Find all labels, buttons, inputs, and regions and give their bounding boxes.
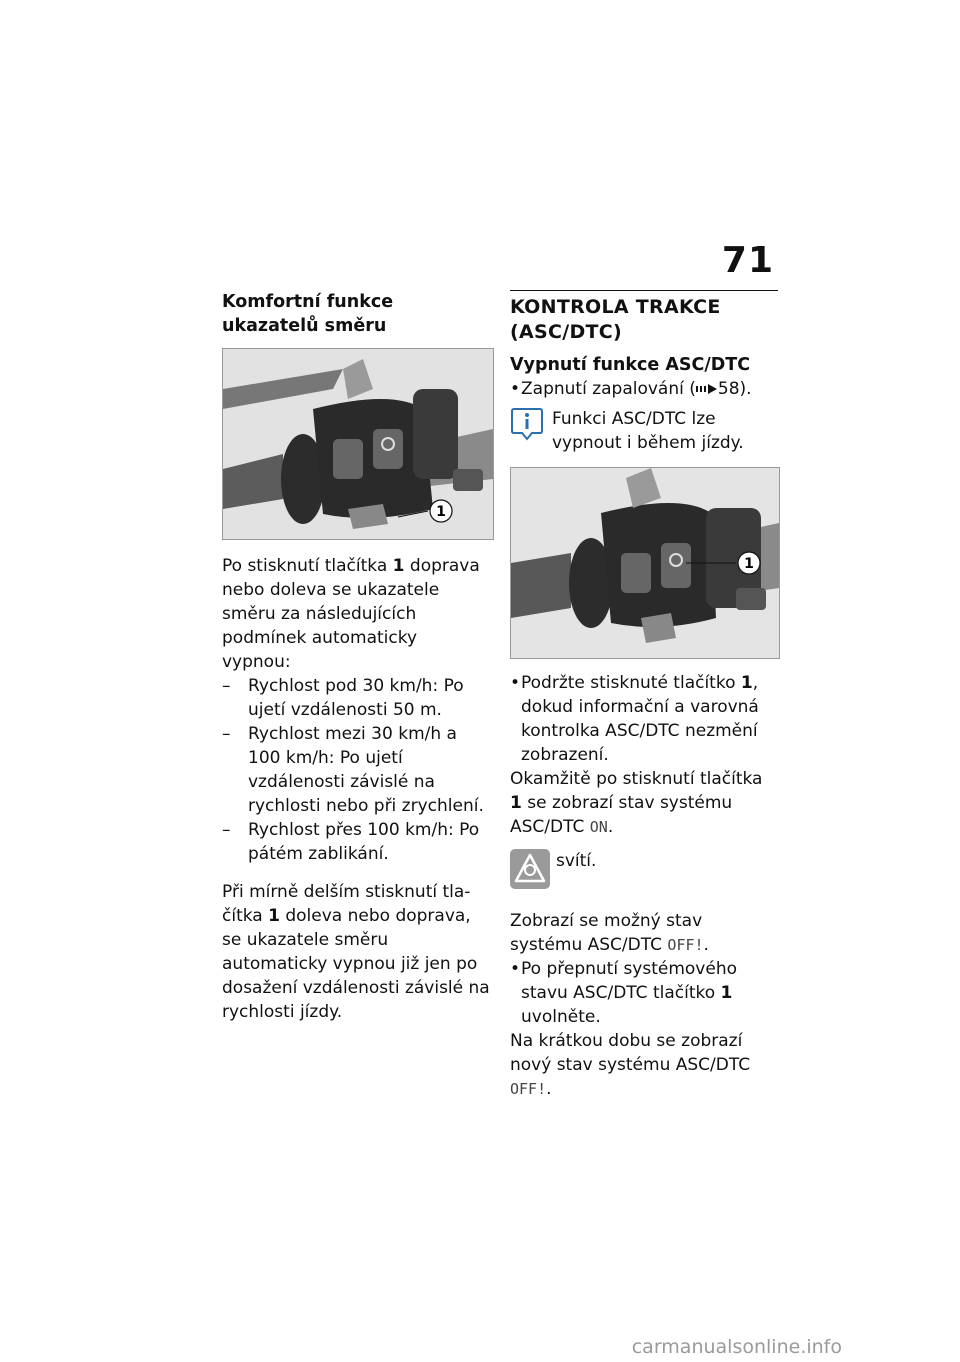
para1-text-a: Okamžitě po stisknutí tlačítka [510,769,763,789]
condition-list [222,674,490,866]
bullet-marker: • [510,959,521,979]
step2-text-a: Podržte stisknuté tlačítko [521,673,741,693]
info-note-text: Funkci ASC/DTC lze vypnout i během jízdy. [552,409,744,453]
bullet-marker: • [510,673,521,693]
para2-text-b: doleva nebo doprava, se ukazatele směru automaticky vypnou již jen po dosažení vzdálenosti závislé na rychlosti jízdy. [222,906,490,1022]
status-off-value: OFF! [667,936,704,954]
intro-text-a: Po stisknutí tlačítka [222,556,393,576]
step3-text-a: Po přepnutí systémového stavu ASC/DTC tlačítko [521,959,738,1003]
paragraph-longer-press [222,880,490,1024]
paragraph-new-status [510,1029,778,1101]
traction-warning-icon [510,849,550,889]
dash-marker: – [222,724,231,744]
step3-text-b: uvolněte. [521,1007,601,1027]
para1-text-b: se zobrazí stav systému ASC/DTC [510,793,733,837]
callout-1: 1 [436,504,446,520]
page-reference-arrow-icon [696,383,718,395]
dash-marker: – [222,820,231,840]
dash-marker: – [222,676,231,696]
step1-text: Zapnutí zapalování ( [521,379,696,399]
handlebar-switch-illustration [223,349,493,539]
paragraph-status-off [510,909,778,957]
status-off-value: OFF! [510,1080,547,1098]
list-item [222,674,490,722]
intro-paragraph [222,554,490,674]
list-item [510,957,778,1029]
section-heading-traction: KONTROLA TRAKCE (ASC/DTC) [510,290,778,345]
section-heading-turn-signals: Komfortní funkce ukazatelů směru [222,292,394,336]
para2-text: Zobrazí se možný stav systému ASC/DTC [510,911,703,955]
step2-button-number: 1 [740,673,753,693]
warning-light-row [510,849,778,889]
para1-period: . [607,817,614,837]
page-number: 71 [721,240,774,281]
para1-button-number: 1 [510,793,522,813]
step3-button-number: 1 [720,983,733,1003]
step2-text-b: , dokud informační a varovná kontrolka ASC/DTC nezmění zobrazení. [521,673,759,765]
para2-text-a: Při mírně delším stisknutí tla-čítka [222,882,471,926]
info-icon [510,407,544,441]
handlebar-switch-illustration [511,468,779,658]
info-note [510,407,778,455]
list-item [222,818,490,866]
list-item [510,377,778,401]
bullet-marker: • [510,379,521,399]
warning-light-text: svítí. [556,851,597,871]
list-item [222,722,490,818]
right-column [510,290,778,1101]
para3-period: . [546,1079,552,1099]
status-on-value: ON [589,818,608,836]
handlebar-photo-right [510,467,780,659]
handlebar-photo-left [222,348,494,540]
condition-text: Rychlost přes 100 km/h: Po pátém zablikání. [248,820,480,864]
intro-text-b: doprava nebo doleva se ukazatele směru za následujících podmínek automaticky vypnou: [222,556,480,672]
para2-period: . [703,935,709,955]
footer-watermark: carmanualsonline.info [631,1336,842,1358]
para3-text: Na krátkou dobu se zobrazí nový stav systému ASC/DTC [510,1031,751,1075]
para2-button-number: 1 [268,906,280,926]
list-item [510,671,778,767]
callout-1: 1 [744,556,754,572]
paragraph-status-on [510,767,778,839]
left-column [222,290,490,1024]
step1-page-ref[interactable]: 58). [717,379,752,399]
condition-text: Rychlost pod 30 km/h: Po ujetí vzdálenosti 50 m. [248,676,464,720]
condition-text: Rychlost mezi 30 km/h a 100 km/h: Po ujetí vzdálenosti závislé na rychlosti nebo při zrychlení. [248,724,484,816]
subheading-deactivate: Vypnutí funkce ASC/DTC [510,355,751,375]
intro-button-number: 1 [392,556,405,576]
